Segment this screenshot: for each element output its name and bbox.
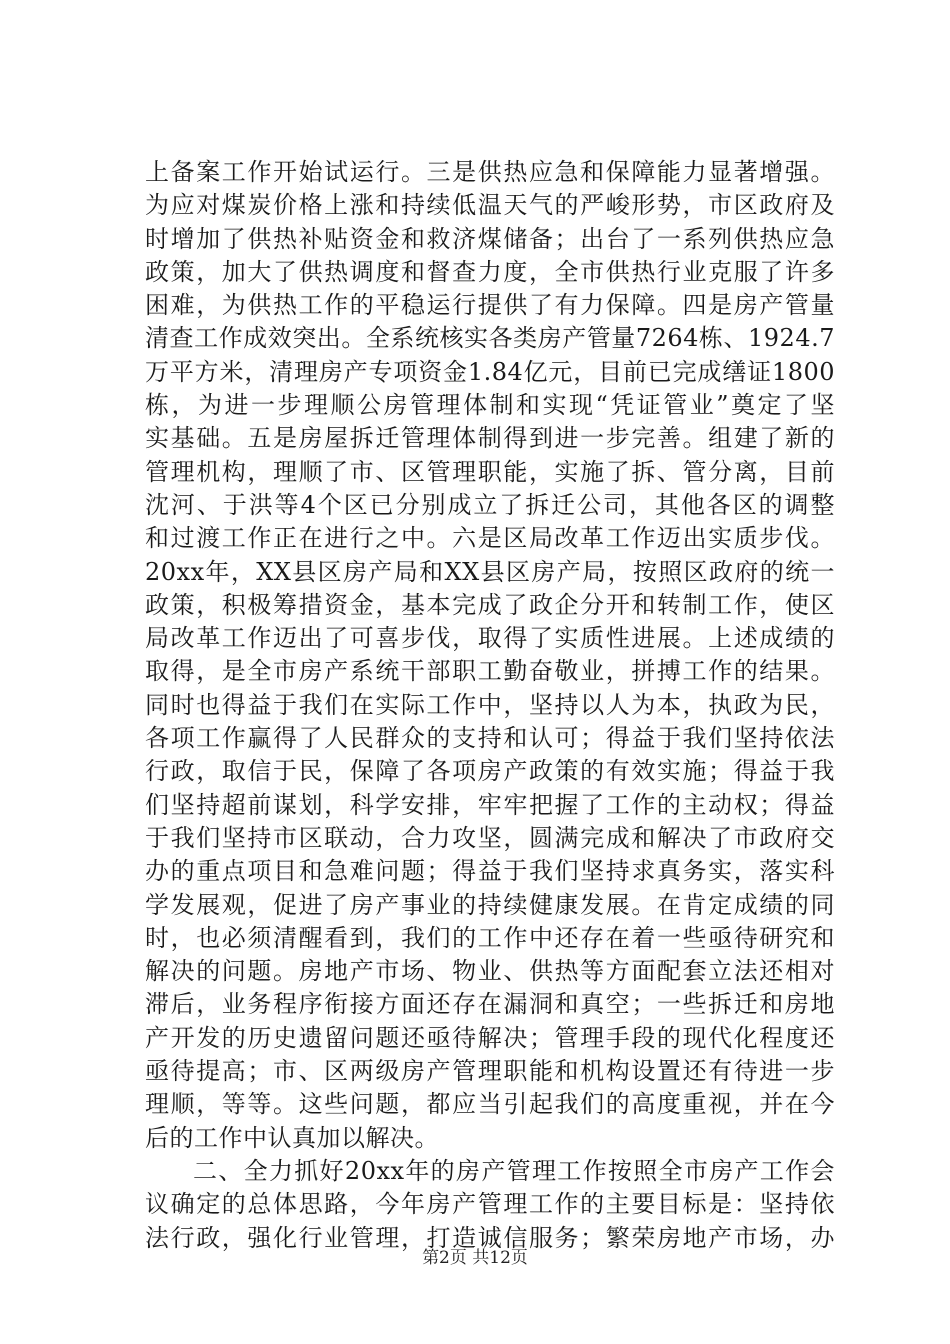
body-text [145,156,835,1255]
text-line-28: 亟待提高；市、区两级房产管理职能和机构设置还有待进一步 [145,1057,835,1086]
text-line-13: 20xx年，XX县区房产局和XX县区房产局，按照区政府的统一 [145,557,835,586]
text-line-5: 困难，为供热工作的平稳运行提供了有力保障。四是房产管量 [145,291,835,320]
text-line-10: 管理机构，理顺了市、区管理职能，实施了拆、管分离，目前 [145,457,835,486]
text-line-3: 时增加了供热补贴资金和救济煤储备；出台了一系列供热应急 [145,224,835,253]
text-line-16: 取得，是全市房产系统干部职工勤奋敬业，拼搏工作的结果。 [145,657,835,686]
text-line-23: 学发展观，促进了房产事业的持续健康发展。在肯定成绩的同 [145,890,835,919]
text-line-15: 局改革工作迈出了可喜步伐，取得了实质性进展。上述成绩的 [145,624,835,653]
text-line-1: 上备案工作开始试运行。三是供热应急和保障能力显著增强。 [145,158,835,186]
text-line-22: 办的重点项目和急难问题；得益于我们坚持求真务实，落实科 [145,857,835,886]
text-line-7: 万平方米，清理房产专项资金1.84亿元，目前已完成缮证1800 [145,357,835,386]
page-footer: 第2页 共12页 [422,1248,528,1268]
text-line-12: 和过渡工作正在进行之中。六是区局改革工作迈出实质步伐。 [145,524,835,553]
text-line-31: 二、全力抓好20xx年的房产管理工作按照全市房产工作会 [193,1156,835,1185]
text-line-29: 理顺，等等。这些问题，都应当引起我们的高度重视，并在今 [145,1090,835,1119]
text-line-25: 解决的问题。房地产市场、物业、供热等方面配套立法还相对 [145,957,835,986]
text-line-17: 同时也得益于我们在实际工作中，坚持以人为本，执政为民， [145,690,835,719]
text-line-32: 议确定的总体思路，今年房产管理工作的主要目标是：坚持依 [145,1190,835,1219]
text-line-19: 行政，取信于民，保障了各项房产政策的有效实施；得益于我 [145,757,835,786]
text-line-4: 政策，加大了供热调度和督查力度，全市供热行业克服了许多 [145,257,835,286]
text-line-9: 实基础。五是房屋拆迁管理体制得到进一步完善。组建了新的 [145,424,835,453]
text-line-14: 政策，积极筹措资金，基本完成了政企分开和转制工作，使区 [145,590,835,619]
text-line-33: 法行政，强化行业管理，打造诚信服务；繁荣房地产市场，办 [145,1223,835,1252]
text-line-27: 产开发的历史遗留问题还亟待解决；管理手段的现代化程度还 [145,1023,835,1052]
text-line-2: 为应对煤炭价格上涨和持续低温天气的严峻形势，市区政府及 [145,191,835,220]
text-line-6: 清查工作成效突出。全系统核实各类房产管量7264栋、1924.7 [145,324,835,353]
text-line-11: 沈河、于洪等4个区已分别成立了拆迁公司，其他各区的调整 [145,490,835,519]
text-line-24: 时，也必须清醒看到，我们的工作中还存在着一些亟待研究和 [145,923,835,952]
text-line-18: 各项工作赢得了人民群众的支持和认可；得益于我们坚持依法 [145,724,835,753]
text-line-30: 后的工作中认真加以解决。 [145,1123,439,1152]
text-line-21: 于我们坚持市区联动，合力攻坚，圆满完成和解决了市政府交 [145,823,835,852]
text-line-8: 栋，为进一步理顺公房管理体制和实现“凭证管业”奠定了坚 [145,391,835,420]
text-line-26: 滞后，业务程序衔接方面还存在漏洞和真空；一些拆迁和房地 [145,990,835,1019]
text-line-20: 们坚持超前谋划，科学安排，牢牢把握了工作的主动权；得益 [145,790,835,819]
